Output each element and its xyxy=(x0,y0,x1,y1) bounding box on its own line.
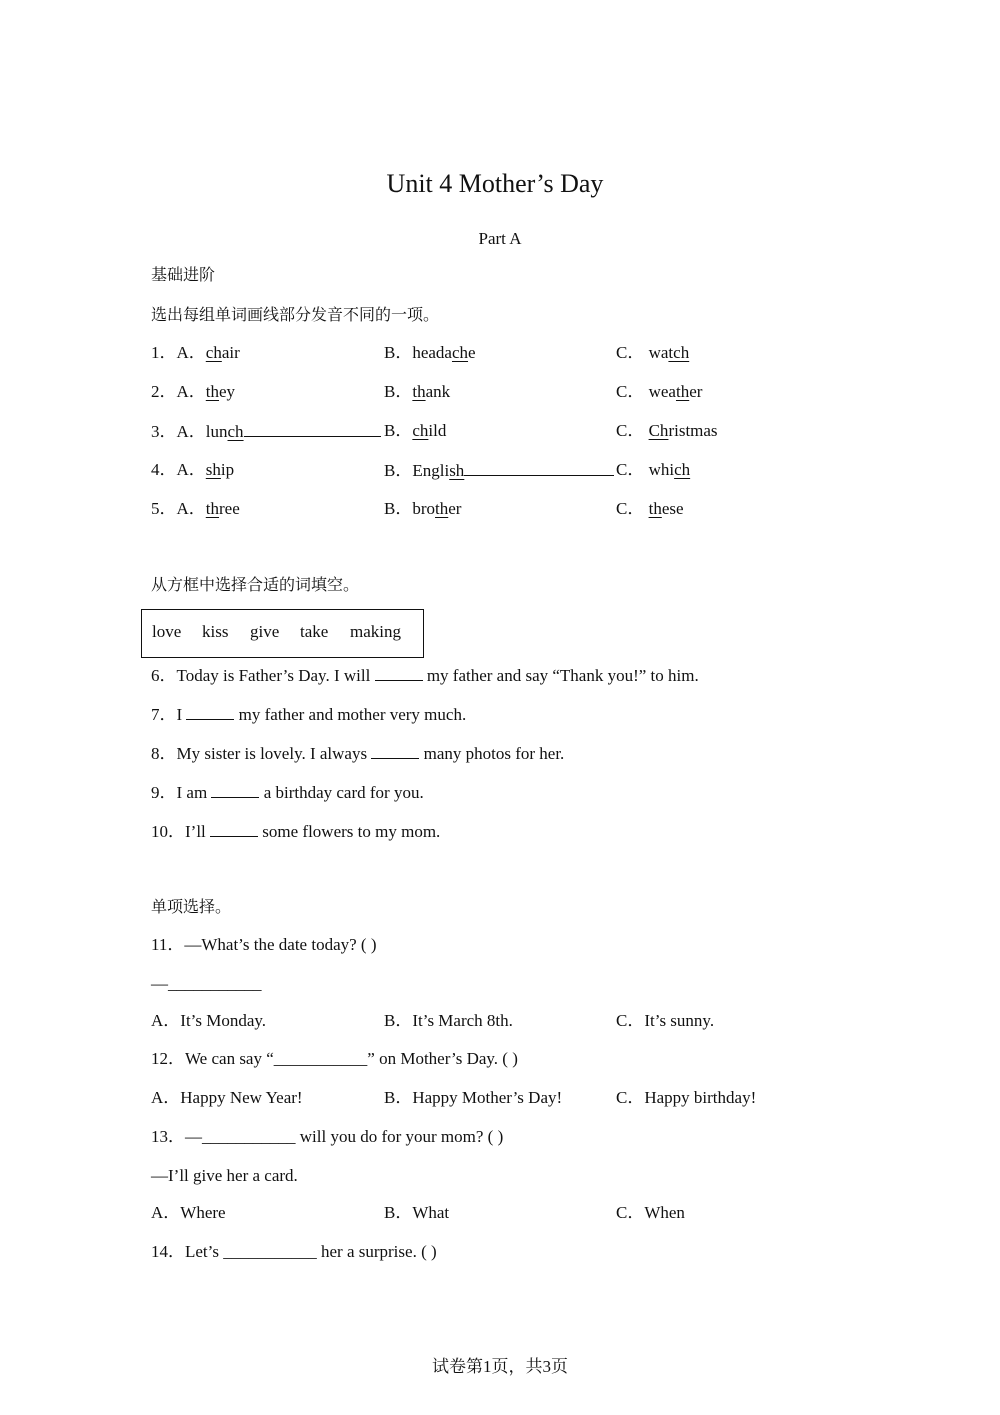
answer-blank[interactable] xyxy=(211,781,259,798)
fill-question-10: 10．I’ll some flowers to my mom. xyxy=(151,822,441,841)
choice-question-12: 12．We can say “___________” on Mother’s Day. ( ) xyxy=(151,1049,518,1068)
word-box-item: making xyxy=(350,622,401,641)
choice-options-12 xyxy=(0,1087,1000,1109)
option-b[interactable]: B．It’s March 8th. xyxy=(384,1011,513,1030)
fill-instruction: 从方框中选择合适的词填空。 xyxy=(151,575,360,594)
option-c[interactable]: C．Happy birthday! xyxy=(616,1088,757,1107)
option-b[interactable]: B．Happy Mother’s Day! xyxy=(384,1088,563,1107)
phonics-question-1 xyxy=(0,342,1000,364)
option-a: 3．A．lunch xyxy=(151,420,381,443)
option-a: 5．A．three xyxy=(151,499,240,518)
option-c: C． weather xyxy=(616,382,703,401)
option-a: 1．A．chair xyxy=(151,343,240,362)
option-c: C． watch xyxy=(616,343,690,362)
fill-question-9: 9．I am a birthday card for you. xyxy=(151,783,424,802)
page-title: Unit 4 Mother’s Day xyxy=(386,169,604,198)
answer-blank[interactable] xyxy=(375,664,423,681)
word-box-item: give xyxy=(250,622,280,641)
fill-question-6: 6．Today is Father’s Day. I will my father and say “Thank you!” to him. xyxy=(151,666,699,685)
phonics-instruction: 选出每组单词画线部分发音不同的一项。 xyxy=(151,305,440,324)
word-box-item: take xyxy=(300,622,329,641)
choice-instruction: 单项选择。 xyxy=(151,897,232,916)
option-c[interactable]: C．It’s sunny. xyxy=(616,1011,715,1030)
option-b: B．English xyxy=(384,459,614,482)
word-box-item: love xyxy=(152,622,182,641)
fill-question-7: 7．I my father and mother very much. xyxy=(151,705,467,724)
option-c: C． Christmas xyxy=(616,421,718,440)
phonics-question-4 xyxy=(0,459,1000,481)
option-b: B．child xyxy=(384,421,447,440)
option-a[interactable]: A．It’s Monday. xyxy=(151,1011,267,1030)
option-b: B．headache xyxy=(384,343,476,362)
choice-question-13: 13．—___________ will you do for your mom? ( ) xyxy=(151,1127,504,1146)
option-a[interactable]: A．Where xyxy=(151,1203,226,1222)
option-c[interactable]: C．When xyxy=(616,1203,685,1222)
answer-blank[interactable] xyxy=(186,703,234,720)
page-footer: 试卷第1页，共3页 xyxy=(432,1357,568,1376)
option-c: C． which xyxy=(616,460,691,479)
option-a: 4．A．ship xyxy=(151,460,235,479)
answer-blank[interactable] xyxy=(210,820,258,837)
phonics-question-2 xyxy=(0,381,1000,403)
choice-question-11: 11．—What’s the date today? ( ) xyxy=(151,935,377,954)
option-b[interactable]: B．What xyxy=(384,1203,450,1222)
option-b: B．thank xyxy=(384,382,451,401)
choice-options-13 xyxy=(0,1202,1000,1224)
section-heading-basic: 基础进阶 xyxy=(151,265,216,284)
choice-question-14: 14．Let’s ___________ her a surprise. ( ) xyxy=(151,1242,437,1261)
fill-question-8: 8．My sister is lovely. I always many photos for her. xyxy=(151,744,565,763)
option-c: C． these xyxy=(616,499,684,518)
dialogue-reply: —I’ll give her a card. xyxy=(151,1166,298,1185)
option-b: B．brother xyxy=(384,499,462,518)
option-a: 2．A．they xyxy=(151,382,236,401)
answer-blank[interactable] xyxy=(371,742,419,759)
option-a[interactable]: A．Happy New Year! xyxy=(151,1088,303,1107)
choice-options-11 xyxy=(0,1010,1000,1032)
answer-line: —___________ xyxy=(151,974,262,993)
phonics-question-3 xyxy=(0,420,1000,442)
word-box-item: kiss xyxy=(202,622,229,641)
word-box xyxy=(141,609,424,658)
phonics-question-5 xyxy=(0,498,1000,520)
page-subtitle: Part A xyxy=(478,229,522,248)
